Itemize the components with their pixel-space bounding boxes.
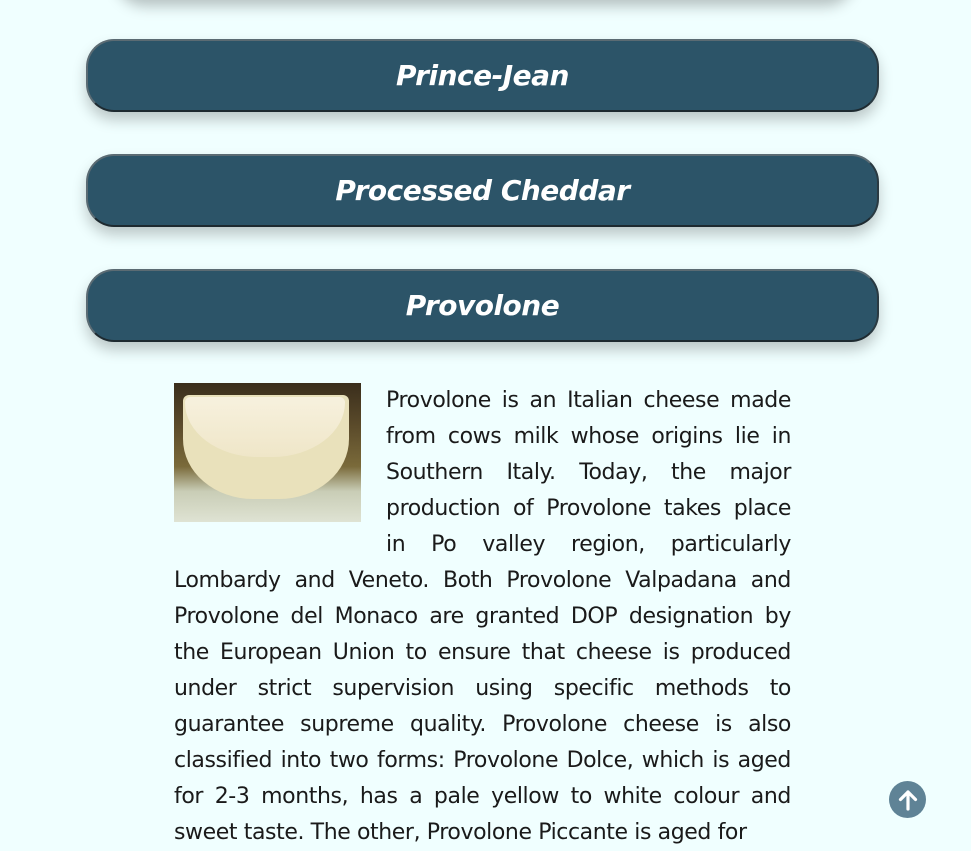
accordion-label: Processed Cheddar <box>335 174 630 207</box>
accordion-item-processed-cheddar[interactable] <box>86 154 879 227</box>
provolone-image <box>174 383 361 522</box>
accordion-item-provolone[interactable] <box>86 269 879 342</box>
accordion-item-prince-jean[interactable] <box>86 39 879 112</box>
accordion-label: Prince-Jean <box>396 59 569 92</box>
provolone-description: Provolone is an Italian cheese made from cows milk whose origins lie in Southern Italy. Today, the major production of Provolone takes place in Po valley region, particularly Lombardy and Veneto. Both Provolone Valpadana and Provolone del Monaco are granted DOP designation by the European Union to ensure that cheese is produced under strict supervision using specific methods to guarantee supreme quality. Provolone cheese is also classified into two forms: Provolone Dolce, which is aged for 2-3 months, has a pale yellow to white colour and sweet taste. The other, Provolone Piccante is aged for <box>174 388 791 845</box>
scroll-to-top-button[interactable] <box>889 781 926 818</box>
arrow-up-icon <box>896 788 920 812</box>
provolone-panel <box>174 383 791 851</box>
accordion-label: Provolone <box>405 289 560 322</box>
